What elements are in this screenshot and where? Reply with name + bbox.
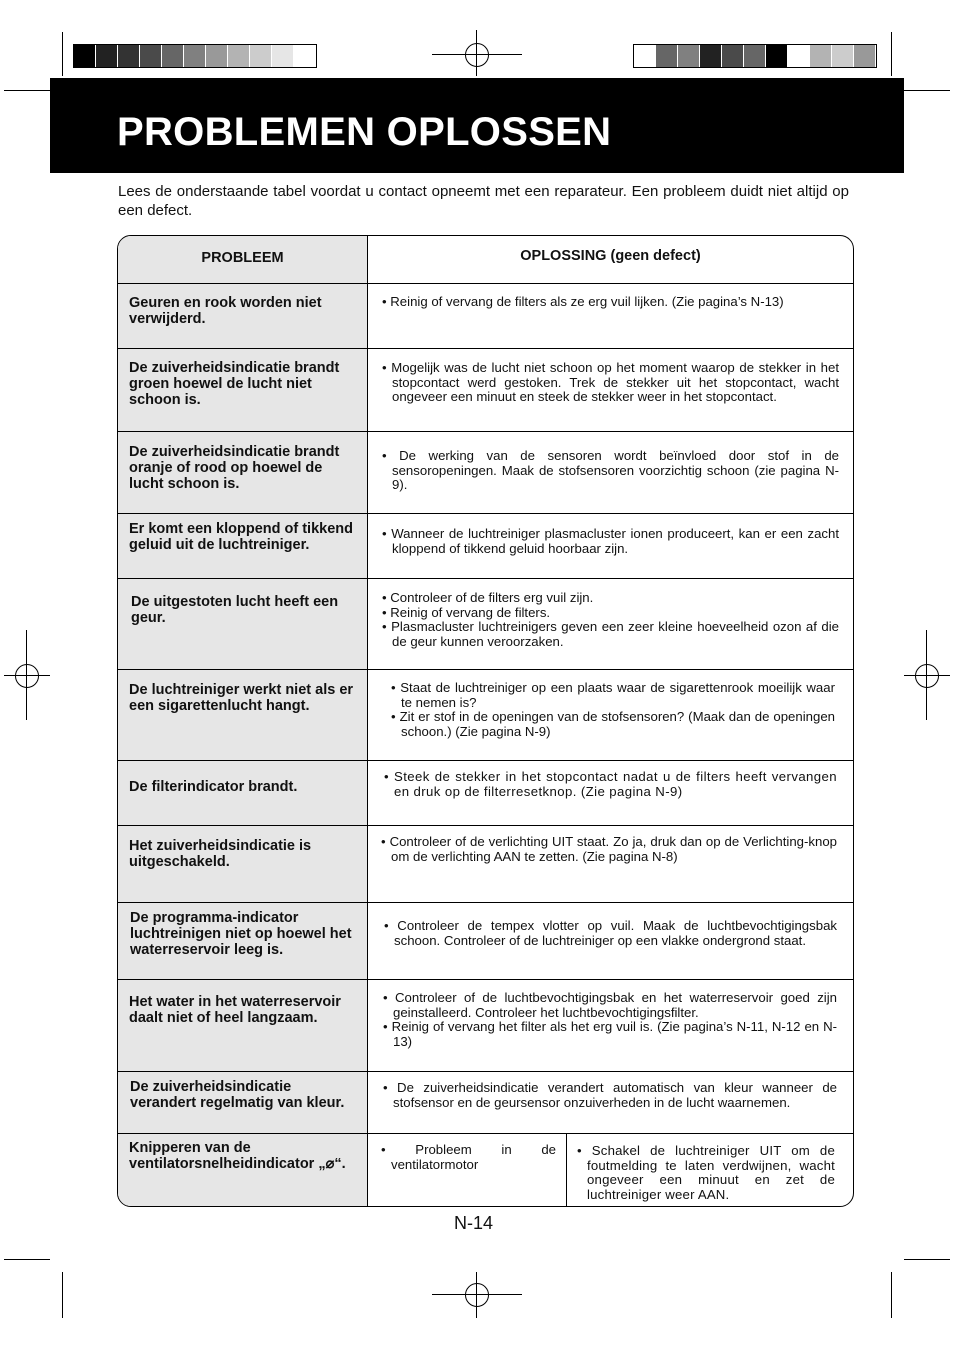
- color-calibration-strip-right: [633, 44, 877, 68]
- crop-mark: [904, 90, 950, 91]
- problem-text: De programma-indicator luchtreinigen niet op hoewel het waterreservoir leeg is.: [130, 910, 352, 958]
- table-row: [118, 513, 853, 578]
- table-row: [118, 669, 853, 760]
- header-problem: PROBLEEM: [201, 250, 284, 266]
- crop-mark: [904, 1259, 950, 1260]
- table-row: [118, 283, 853, 348]
- registration-line: [904, 675, 950, 676]
- registration-target: [915, 664, 939, 688]
- table-row: [118, 1133, 853, 1207]
- solution-text: • Schakel de luchtreiniger UIT om de foutmelding te laten verdwijnen, wacht ongeveer een minuut en zet de luchtreiniger weer AAN.: [577, 1143, 835, 1202]
- page-title: PROBLEMEN OPLOSSEN: [117, 110, 612, 154]
- problem-text: Er komt een kloppend of tikkend geluid uit de luchtreiniger.: [129, 521, 353, 553]
- registration-line: [432, 54, 522, 55]
- solution-text: • De zuiverheidsindicatie verandert automatisch van kleur wanneer de stofsensor en de geursensor onzuiverheden in de lucht waarnemen.: [383, 1080, 837, 1110]
- registration-line: [4, 675, 50, 676]
- registration-line: [476, 30, 477, 76]
- problem-text: Knipperen van de ventilatorsnelheidindicator „⌀“.: [129, 1140, 346, 1172]
- troubleshooting-table: [117, 235, 854, 1207]
- table-row: [118, 578, 853, 669]
- table-row: [118, 348, 853, 431]
- table-row: [118, 902, 853, 979]
- registration-target: [465, 43, 489, 67]
- header-problem-cell: [118, 236, 368, 283]
- cause-cell: [368, 1134, 567, 1207]
- registration-target: [15, 664, 39, 688]
- solution-text: • Controleer of de verlichting UIT staat. Zo ja, druk dan op de Verlichting-knop om de verlichting AAN te zetten. (Zie pagina N-8): [381, 834, 837, 864]
- problem-text: De zuiverheidsindicatie brandt oranje of rood op hoewel de lucht schoon is.: [129, 444, 340, 492]
- solution-text: • Controleer of de filters erg vuil zijn. • Reinig of vervang de filters. • Plasmacluster luchtreinigers geven een zeer kleine hoeveelheid ozon af die de geur kunnen veroorzaken.: [382, 590, 839, 649]
- crop-mark: [62, 1272, 63, 1318]
- problem-text: Geuren en rook worden niet verwijderd.: [129, 295, 322, 327]
- table-row: [118, 1071, 853, 1133]
- page-number: N-14: [454, 1213, 494, 1233]
- solution-text: • Reinig of vervang de filters als ze erg vuil lijken. (Zie pagina’s N-13): [382, 294, 784, 309]
- crop-mark: [4, 90, 50, 91]
- registration-line: [476, 1272, 477, 1318]
- registration-target: [465, 1283, 489, 1307]
- solution-text: • Wanneer de luchtreiniger plasmacluster ionen produceert, kan er een zacht kloppend of tikkend geluid hoorbaar zijn.: [382, 526, 839, 556]
- registration-line: [432, 1294, 522, 1295]
- registration-line: [26, 630, 27, 720]
- registration-line: [926, 630, 927, 720]
- crop-mark: [891, 32, 892, 76]
- cause-text: • Probleem in de ventilatormotor: [381, 1142, 556, 1172]
- solution-text: • Staat de luchtreiniger op een plaats waar de sigarettenrook moeilijk waar te nemen is? • Zit er stof in de openingen van de stofsensoren? (Maak dan de openingen schoon.) (Zie pagina N-9): [391, 680, 835, 739]
- problem-text: De zuiverheidsindicatie verandert regelmatig van kleur.: [130, 1079, 345, 1111]
- problem-text: De uitgestoten lucht heeft een geur.: [131, 594, 339, 626]
- crop-mark: [62, 32, 63, 76]
- solution-text: • Controleer de tempex vlotter op vuil. Maak de luchtbevochtigingsbak schoon. Controleer of de luchtreiniger op een vlakke ondergrond staat.: [384, 918, 837, 948]
- problem-text: Het water in het waterreservoir daalt niet of heel langzaam.: [129, 994, 341, 1026]
- solution-text: • De werking van de sensoren wordt beïnvloed door stof in de sensoropeningen. Maak de stofsensoren voorzichtig schoon (zie pagina N-9).: [382, 448, 839, 493]
- table-row: [118, 760, 853, 825]
- color-calibration-strip-left: [73, 44, 317, 68]
- crop-mark: [4, 1259, 50, 1260]
- solution-text: • Controleer of de luchtbevochtigingsbak en het waterreservoir goed zijn geinstalleerd. Controleer het luchtbevochtigingsfilter. • Reinig of vervang het filter als het erg vuil is. (Zie pagina’s N-11, N-12 en N-13): [383, 990, 837, 1049]
- table-row: [118, 431, 853, 513]
- header-solution: OPLOSSING (geen defect): [520, 248, 701, 264]
- problem-text: De luchtreiniger werkt niet als er een sigarettenlucht hangt.: [129, 682, 354, 714]
- problem-text: De zuiverheidsindicatie brandt groen hoewel de lucht niet schoon is.: [129, 360, 340, 408]
- intro-text: Lees de onderstaande tabel voordat u contact opneemt met een reparateur. Een probleem duidt niet altijd op een defect.: [118, 183, 849, 219]
- header-solution-cell: [368, 236, 853, 283]
- table-row: [118, 979, 853, 1071]
- table-row: [118, 825, 853, 902]
- problem-text: De filterindicator brandt.: [129, 779, 298, 795]
- problem-text: Het zuiverheidsindicatie is uitgeschakeld.: [129, 838, 312, 870]
- solution-text: • Mogelijk was de lucht niet schoon op het moment waarop de stekker in het stopcontact werd gestoken. Trek de stekker uit het stopcontact, wacht ongeveer een minuut en steek de stekker weer in het stopcontact.: [382, 360, 839, 405]
- solution-text: • Steek de stekker in het stopcontact nadat u de filters heeft vervangen en druk op de filterresetknop. (Zie pagina N-9): [384, 769, 837, 799]
- crop-mark: [891, 1272, 892, 1318]
- title-bar: [50, 78, 904, 173]
- table-header-row: [118, 236, 853, 283]
- solution-cell: [567, 1134, 853, 1207]
